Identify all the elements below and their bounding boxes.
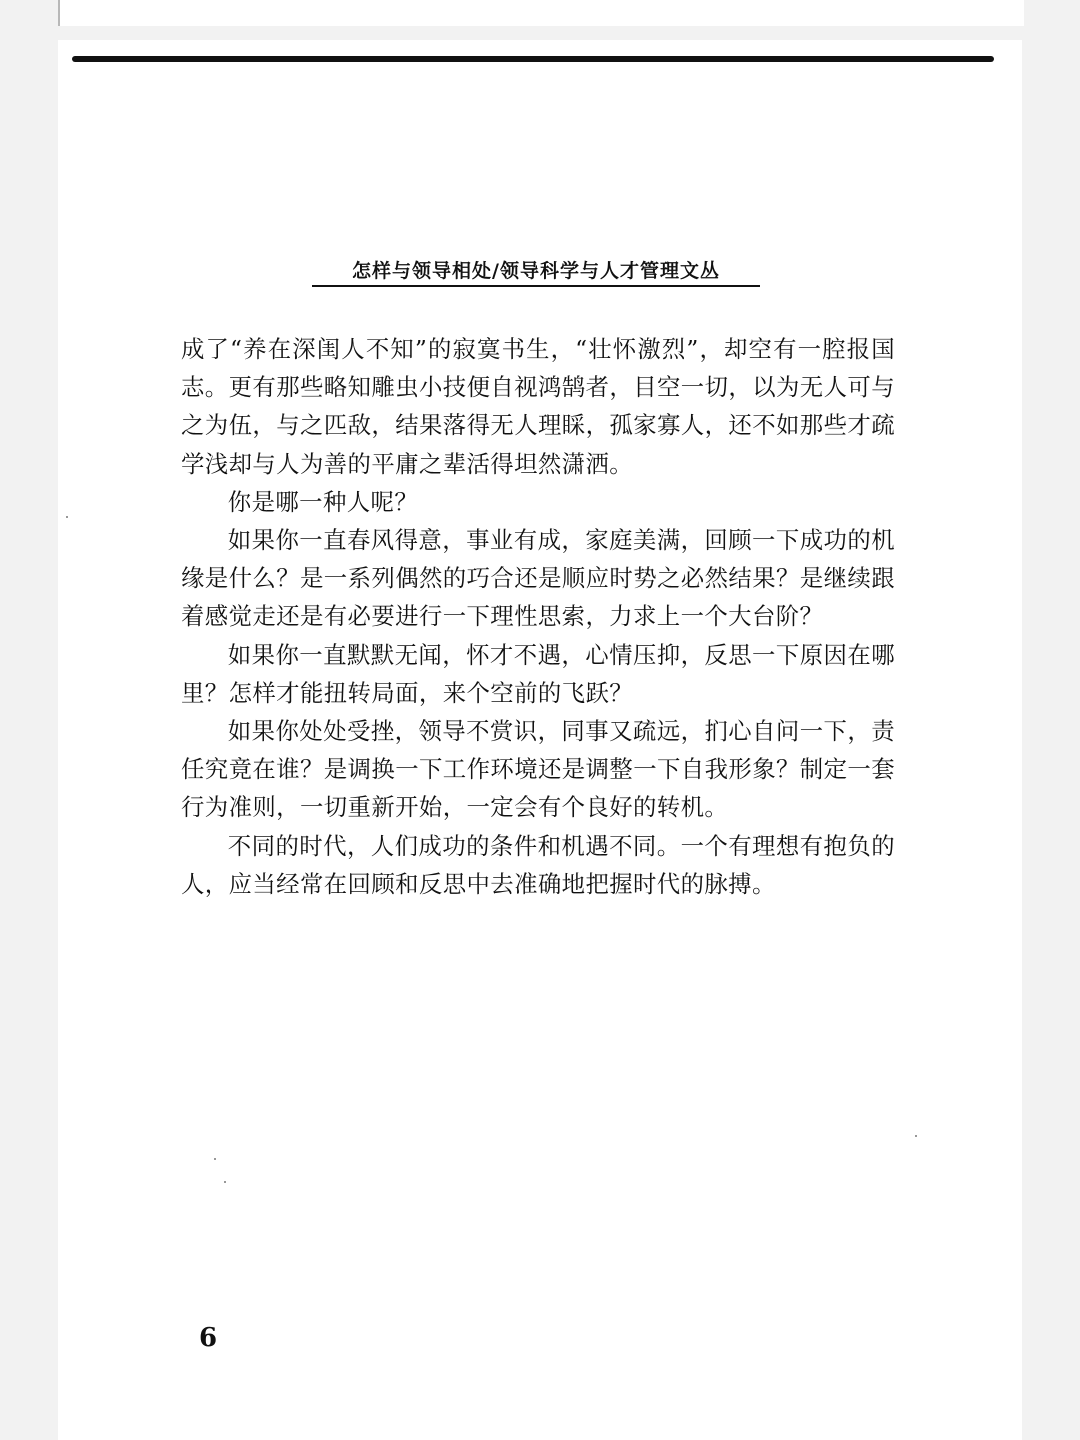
- body-text: [181, 330, 895, 903]
- paragraph: 如果你处处受挫，领导不赏识，同事又疏远，扪心自问一下，责任究竟在谁？是调换一下工作环境还是调整一下自我形象？制定一套行为准则，一切重新开始，一定会有个良好的转机。: [181, 717, 895, 822]
- scan-speck: [66, 516, 68, 518]
- scan-speck: [915, 1135, 917, 1137]
- paragraph: 不同的时代，人们成功的条件和机遇不同。一个有理想有抱负的人，应当经常在回顾和反思中去准确地把握时代的脉搏。: [181, 831, 895, 898]
- paragraph: 如果你一直默默无闻，怀才不遇，心情压抑，反思一下原因在哪里？怎样才能扭转局面，来个空前的飞跃？: [181, 640, 895, 707]
- top-border-rule: [72, 56, 994, 62]
- previous-page-edge: [58, 0, 1024, 26]
- header-underline: [312, 285, 760, 287]
- scan-speck: [224, 1181, 226, 1183]
- page-number: 6: [199, 1323, 218, 1353]
- paragraph-continued: 成了“养在深闺人不知”的寂寞书生，“壮怀激烈”，却空有一腔报国志。更有那些略知雕虫小技便自视鸿鹄者，目空一切，以为无人可与之为伍，与之匹敌，结果落得无人理睬，孤家寡人，还不如那些才疏学浅却与人为善的平庸之辈活得坦然潇洒。: [181, 335, 895, 478]
- paragraph: 你是哪一种人呢？: [227, 487, 419, 516]
- scan-speck: [214, 1158, 216, 1160]
- paragraph: 如果你一直春风得意，事业有成，家庭美满，回顾一下成功的机缘是什么？是一系列偶然的巧合还是顺应时势之必然结果？是继续跟着感觉走还是有必要进行一下理性思索，力求上一个大台阶？: [181, 526, 895, 631]
- running-header: 怎样与领导相处/领导科学与人才管理文丛: [352, 260, 720, 282]
